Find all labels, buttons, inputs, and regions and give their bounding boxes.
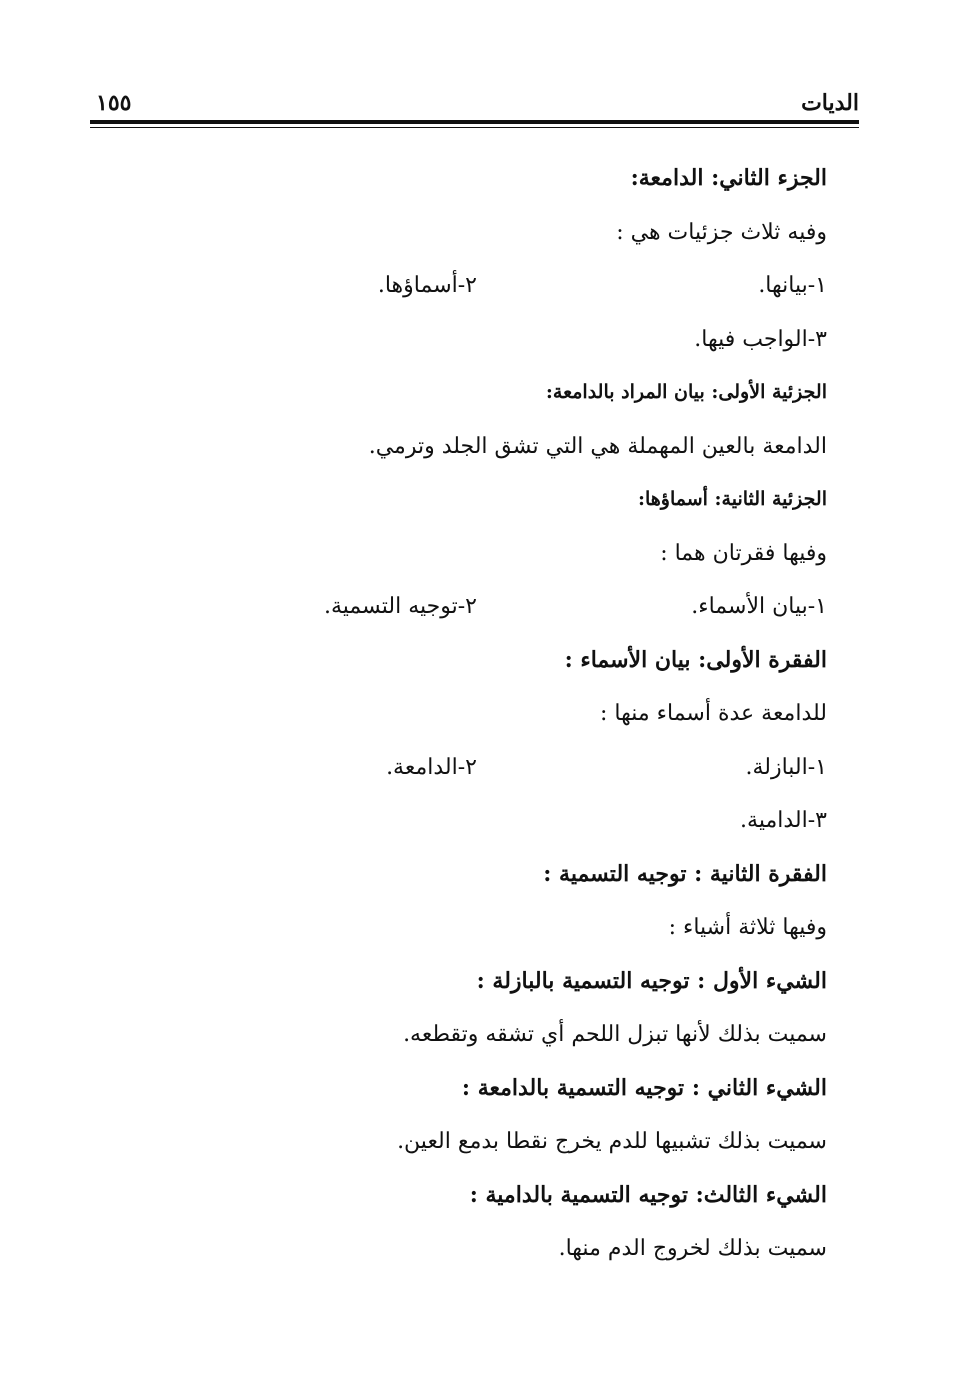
running-title: الديات <box>801 90 859 116</box>
paragraph: وفيها فقرتان هما : <box>660 540 827 566</box>
list-item: ١-بيان الأسماء. <box>691 594 827 619</box>
page-number: ١٥٥ <box>96 90 132 116</box>
section-heading: الشيء الأول : توجيه التسمية بالبازلة : <box>476 967 827 994</box>
section-heading: الجزئية الأولى: بيان المراد بالدامعة: <box>545 381 827 403</box>
paragraph: الدامعة بالعين المهملة هي التي تشق الجلد وترمي. <box>368 433 827 459</box>
section-heading: الجزء الثاني: الدامعة: <box>630 165 827 191</box>
paragraph: سميت بذلك تشبيها للدم يخرج نقطا بدمع العين. <box>397 1129 827 1154</box>
running-header <box>90 88 859 118</box>
list-item: ١-البازلة. <box>745 754 827 780</box>
paragraph: سميت بذلك لأنها تبزل اللحم أي تشقه وتقطعه. <box>403 1022 827 1047</box>
list-row <box>267 741 827 795</box>
section-heading: الفقرة الأولى: بيان الأسماء : <box>564 646 827 673</box>
paragraph: للدامعة عدة أسماء منها : <box>599 701 827 726</box>
paragraph: ٣-الدامية. <box>740 808 827 833</box>
header-rule-thick <box>90 120 859 124</box>
paragraph: ٣-الواجب فيها. <box>694 326 827 352</box>
section-heading: الشيء الثالث: توجيه التسمية بالدامية : <box>469 1181 827 1208</box>
list-item: ١-بيانها. <box>758 273 827 298</box>
list-item: ٢-الدامعة. <box>386 754 477 780</box>
header-rule-thin <box>90 127 859 128</box>
list-row <box>267 259 827 313</box>
section-heading: الفقرة الثانية : توجيه التسمية : <box>543 860 827 887</box>
list-row <box>267 580 827 634</box>
paragraph: سميت بذلك لخروج الدم منها. <box>558 1236 827 1261</box>
section-heading: الشيء الثاني : توجيه التسمية بالدامعة : <box>461 1074 827 1101</box>
section-heading: الجزئية الثانية: أسماؤها: <box>637 488 827 510</box>
list-item: ٢-توجيه التسمية. <box>323 594 477 619</box>
paragraph: وفيها ثلاثة أشياء : <box>668 915 827 940</box>
body-text <box>267 152 827 1276</box>
list-item: ٢-أسماؤها. <box>377 273 477 298</box>
paragraph: وفيه ثلاث جزئيات هي : <box>616 219 827 245</box>
